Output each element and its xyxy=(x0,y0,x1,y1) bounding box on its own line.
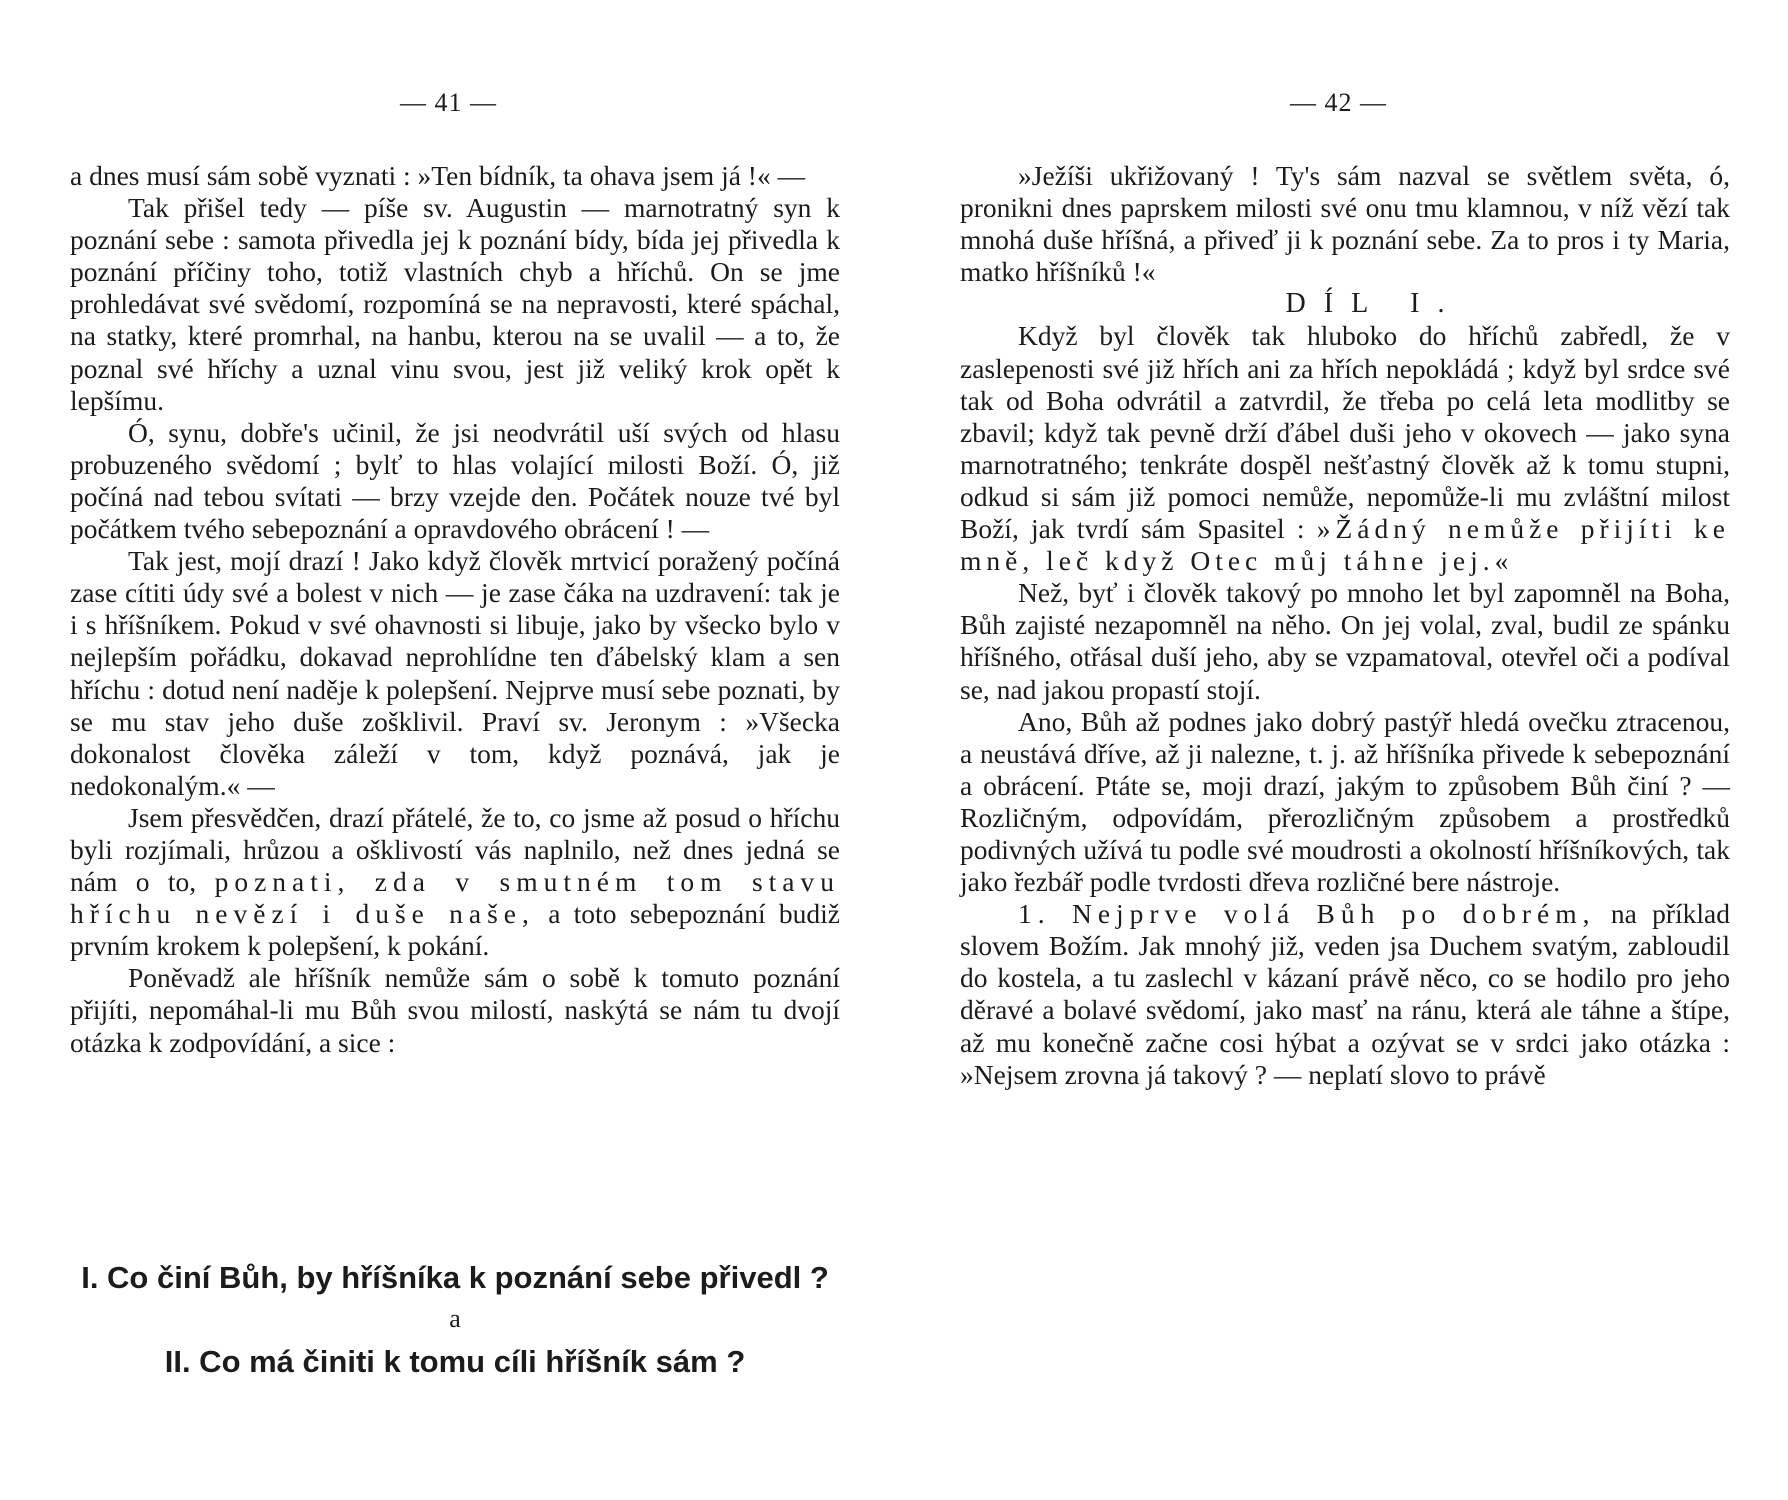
paragraph: Než, byť i člověk takový po mnoho let byl zapomněl na Boha, Bůh zajisté nezapomněl na něho. On jej volal, zval, budil ze spánku hříšného, otřásal duší jeho, aby se vzpamatoval, otevřel oči a podíval se, nad jakou propastí stojí. xyxy=(960,577,1730,705)
paragraph: Tak jest, mojí drazí ! Jako když člověk mrtvicí poražený počíná zase cítiti údy své a bolest v nich — je zase čáka na uzdravení: tak je i s hříšníkem. Pokud v své ohavnosti si libuje, jako by všecko bylo v nejlepším pořádku, dokavad neprohlídne ten ďábelský klam a sen hříchu : dotud není naděje k polepšení. Nejprve musí sebe poznati, by se mu stav jeho duše zošklivil. Praví sv. Jeronym : »Všecka dokonalost člověka záleží v tom, když poznává, jak je nedokonalým.« — xyxy=(70,545,840,801)
right-page-text xyxy=(960,160,1730,1091)
left-page-text xyxy=(70,160,840,1059)
page-number-right: — 42 — xyxy=(1290,88,1387,117)
heading-conjunction: a xyxy=(449,1304,461,1333)
heading-question-2: II. Co má činiti k tomu cíli hříšník sám ? xyxy=(164,1344,746,1379)
paragraph: Poněvadž ale hříšník nemůže sám o sobě k tomuto poznání přijíti, nepomáhal-li mu Bůh svou milostí, naskýtá se nám tu dvojí otázka k zodpovídání, a sice : xyxy=(70,962,840,1058)
paragraph: Ó, synu, dobře's učinil, že jsi neodvrátil uší svých od hlasu probuzeného svědomí ; bylť to hlas volající milosti Boží. Ó, již počíná nad tebou svítati — brzy vzejde den. Počátek nouze tvé byl počátkem tvého sebepoznání a opravdového obrácení ! — xyxy=(70,416,840,545)
emphasized-text: poznati, zda v smutném tom stavu hříchu nevězí i duše naše, xyxy=(70,866,840,930)
paragraph: Ano, Bůh až podnes jako dobrý pastýř hledá ovečku ztracenou, a neustává dříve, až ji nalezne, t. j. až hříšníka přivede k sebepoznání a obrácení. Ptáte se, moji drazí, jakým to způsobem Bůh činí ? — Rozličným, odpovídám, přerozličným způsobem a prostředků podivných užívá tu podle své moudrosti a okolností hříšníkových, tak jako řezbář podle tvrdosti dřeva rozličné bere nástroje. xyxy=(960,705,1730,898)
paragraph: Tak přišel tedy — píše sv. Augustin — marnotratný syn k poznání sebe : samota přivedla jej k poznání bídy, bída jej přivedla k poznání příčiny toho, totiž vlastních chyb a hříchů. On se jme prohledávat své svědomí, rozpomíná se na nepravosti, které spáchal, na statky, které promrhal, na hanbu, kterou na se uvalil — a to, že poznal své hříchy a uznal vinu svou, jest již veliký krok opět k lepšímu. xyxy=(70,192,840,416)
paragraph-text: a toto sebepoznání budiž prvním krokem k polepšení, k pokání. xyxy=(70,898,841,962)
heading-question-1: I. Co činí Bůh, by hříšníka k poznání sebe přivedl ? xyxy=(81,1260,829,1295)
paragraph-text: na příklad slovem Božím. Jak mnohý již, veden jsa Duchem svatým, zabloudil do kostela, a tu zaslechl v kázaní právě něco, co se hodilo pro jeho děravé a bolavé svědomí, jako masť na ránu, která ale táhne a štípe, až mu konečně začne cosi hýbat a ozývat se v srdci jako otázka : »Nejsem zrovna já takový ? — neplatí slovo to právě xyxy=(960,898,1731,1090)
section-title: DÍL I. xyxy=(1285,288,1463,320)
paragraph xyxy=(70,802,840,962)
paragraph xyxy=(960,320,1730,577)
page-number-left: — 41 — xyxy=(400,88,497,117)
emphasized-quote: »Žádný nemůže přijíti ke mně, leč když Otec můj táhne jej.« xyxy=(960,513,1731,577)
prayer-paragraph: »Ježíši ukřižovaný ! Ty's sám nazval se světlem světa, ó, pronikni dnes paprskem milosti své onu tmu klamnou, v níž vězí tak mnohá duše hříšná, a přiveď ji k poznání sebe. Za to pros i ty Maria, matko hříšníků !« xyxy=(960,160,1730,288)
paragraph-text: Jsem přesvědčen, drazí přátelé, že to, co jsme až posud o hříchu byli rozjímali, hrůzou a ošklivostí vás naplnilo, než dnes jedná se nám o to, xyxy=(70,801,840,898)
paragraph-text: Když byl člověk tak hluboko do hříchů zabředl, že v zaslepenosti své již hřích ani za hřích nepokládá ; když byl srdce své tak od Boha odvrátil a zatvrdil, že třeba po celá leta modlitby se zbavil; když tak pevně drží ďábel duši jeho v okovech — jako syna marnotratného; tenkráte dospěl nešťastný člověk až k tomu stupni, odkud si sám již pomoci nemůže, nepomůže-li mu zvláštní milost Boží, jak tvrdí sám Spasitel : xyxy=(960,320,1730,545)
paragraph xyxy=(960,898,1730,1091)
emphasized-text: 1. Nejprve volá Bůh po dobrém, xyxy=(1018,898,1596,930)
question-headings xyxy=(70,1258,840,1382)
paragraph: a dnes musí sám sobě vyznati : »Ten bídník, ta ohava jsem já !« — xyxy=(70,160,806,191)
